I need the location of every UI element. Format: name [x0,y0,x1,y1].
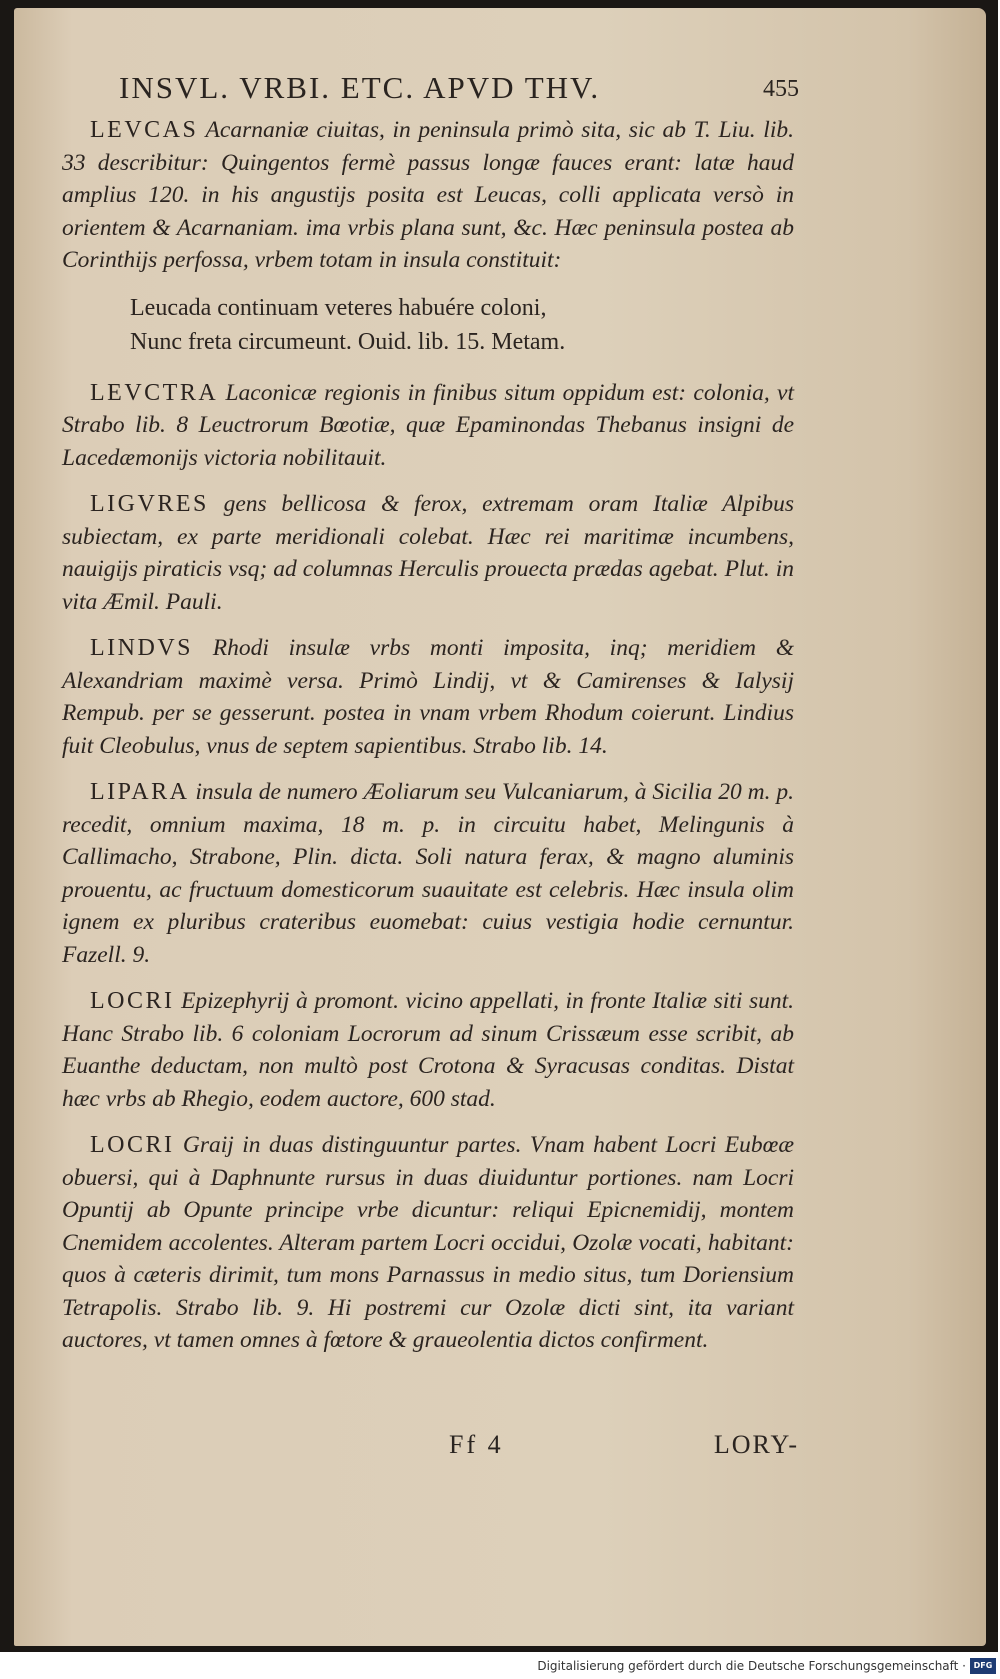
entry-lemma: LINDVS [90,635,193,661]
catchword: LORY- [713,1430,799,1459]
entry-ligures [62,488,794,618]
entry-text: Epizephyrij à promont. vicino appellati, in fronte Italiæ siti sunt. Hanc Strabo lib. 6 coloniam Locrorum ad sinum Crissæum esse scribit, ab Euanthe deductam, non multò post Crotona & Syracusas conditas. Distat hæc vrbs ab Rhegio, eodem auctore, 600 stad. [62,988,794,1112]
entry-lemma: LOCRI [90,988,175,1014]
entry-lemma: LOCRI [90,1132,175,1158]
verse-quotation [130,291,794,359]
page-number: 455 [763,76,799,102]
entry-lemma: LIPARA [90,779,190,805]
verse-line: Nunc freta circumeunt. Ouid. lib. 15. Metam. [130,328,566,355]
entry-text: insula de numero Æoliarum seu Vulcaniarum, à Sicilia 20 m. p. recedit, omnium maxima, 18 m. p. in circuitu habet, Melingunis à Callimacho, Strabone, Plin. dicta. Soli natura ferax, & magno aluminis prouentu, ac fructuum domesticorum suauitate est celebris. Hæc insula olim ignem ex pluribus crateribus euomebat: cuius vestigia hodie cernuntur. Fazell. 9. [62,779,794,968]
page-footer [119,1430,799,1470]
entry-leucas [62,114,794,277]
verse-line: Leucada continuam veteres habuére coloni, [130,294,547,321]
entry-lemma: LIGVRES [90,491,209,517]
entry-text: gens bellicosa & ferox, extremam oram Italiæ Alpibus subiectam, ex parte meridionali colebat. Hæc rei maritimæ incumbens, nauigijs piraticis vsq; ad columnas Herculis prouecta prædas agebat. Plut. in vita Æmil. Pauli. [62,491,794,615]
entry-locri-epizephyrii [62,985,794,1115]
running-head: INSVL. VRBI. ETC. APVD THV. [119,70,601,105]
book-page [14,8,986,1646]
entry-locri-graii [62,1129,794,1357]
entry-text: Rhodi insulæ vrbs monti imposita, inq; meridiem & Alexandriam maximè versa. Primò Lindij, vt & Camirenses & Ialysij Rempub. per se gesserunt. postea in vnam vrbem Rhodum coierunt. Lindius fuit Cleobulus, vnus de septem sapientibus. Strabo lib. 14. [62,635,794,759]
entry-lipara [62,776,794,971]
credit-bar [0,1656,1000,1679]
entry-lemma: LEVCTRA [90,379,219,406]
signature-mark: Ff 4 [449,1430,504,1459]
entry-text: Graij in duas distinguuntur partes. Vnam habent Locri Eubœæ obuersi, qui à Daphnunte rursus in duas diuiduntur portiones. nam Locri Opuntij ab Opunte principe vrbe dicuntur: reliqui Epicnemidij, montem Cnemidem accolentes. Alteram partem Locri occidui, Ozolæ vocati, habitant: quos à cæteris dirimit, tum mons Parnassus in medio situs, tum Doriensium Tetrapolis. Strabo lib. 9. Hi postremi cur Ozolæ dicti sint, ita variant auctores, vt tamen omnes à fœtore & graueolentia dictos confirment. [62,1132,794,1353]
entry-leuctra [62,377,794,475]
entry-lemma: LEVCAS [90,117,199,143]
funding-credit: Digitalisierung gefördert durch die Deutsche Forschungsgemeinschaft · [537,1659,966,1673]
entry-text: Acarnaniæ ciuitas, in peninsula primò sita, sic ab T. Liu. lib. 33 describitur: Quingentos fermè passus longæ fauces erant: latæ haud amplius 120. in his angustijs posita est Leucas, colli applicata versò in orientem & Acarnaniam. ima vrbis plana sunt, &c. Hæc peninsula postea ab Corinthijs perfossa, vrbem totam in insula constituit: [62,117,794,273]
entry-lindus [62,632,794,762]
page-body [62,114,794,1371]
entry-text: Laconicæ regionis in finibus situm oppidum est: colonia, vt Strabo lib. 8 Leuctrorum Bœotiæ, quæ Epaminondas Thebanus insigni de Lacedæmonijs victoria nobilitauit. [62,379,794,471]
dfg-logo-icon: DFG [970,1658,996,1674]
page-header [119,70,799,114]
